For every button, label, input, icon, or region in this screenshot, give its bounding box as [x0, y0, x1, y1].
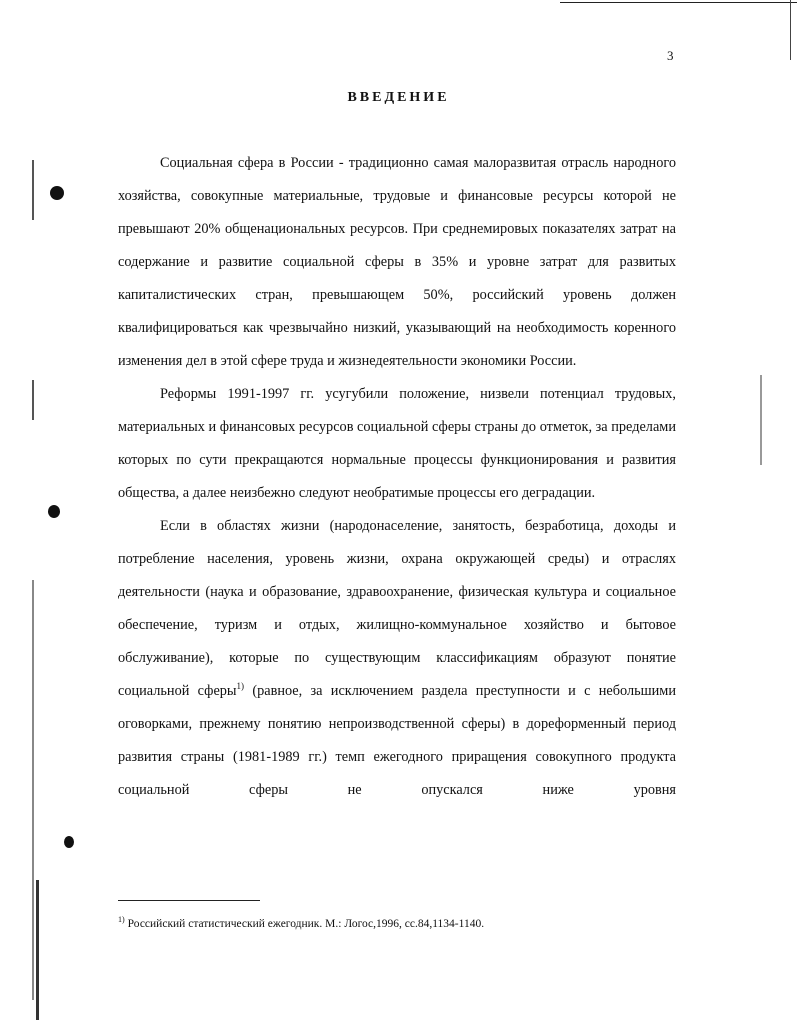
scan-edge-left [32, 580, 34, 1000]
footnote-mark: 1) [118, 915, 125, 925]
scan-edge-top [560, 2, 797, 3]
punch-hole-mark [50, 186, 64, 200]
paragraph-text: (равное, за исключением раздела преступности и с небольшими оговорками, прежнему понятию непроизводственной сферы) в дореформенный период развития страны (1981-1989 гг.) темп ежегодного приращения совокупного продукта социальной сферы не опускался ниже уровня [118, 683, 676, 798]
page-number: 3 [667, 48, 674, 63]
scan-edge-left [32, 380, 34, 420]
scan-edge-top-right [790, 0, 791, 60]
paragraph: Социальная сфера в России - традиционно самая малоразвитая отрасль народного хозяйства, совокупные материальные, трудовые и финансовые ресурсы которой не превышают 20% общенациональных ресурсов. При среднемировых показателях затрат на содержание и развитие социальной сферы в 35% и уровне затрат для развитых капиталистических стран, превышающем 50%, российский уровень должен квалифицироваться как чрезвычайно низкий, указывающий на необходимость коренного изменения дел в этой сфере труда и жизнедеятельности экономики России. [118, 155, 676, 369]
page-title: ВВЕДЕНИЕ [347, 90, 450, 105]
scan-edge-right [760, 375, 762, 465]
footnote-reference[interactable]: 1) [236, 681, 245, 692]
footnote [118, 915, 485, 930]
footnote-divider [118, 900, 260, 901]
paragraph: Реформы 1991-1997 гг. усугубили положение, низвели потенциал трудовых, материальных и финансовых ресурсов социальной сферы страны до отметок, за пределами которых по сути прекращаются нормальные процессы функционирования и развития общества, а далее неизбежно следуют необратимые процессы его деградации. [118, 386, 676, 501]
paragraph-text: Если в областях жизни (народонаселение, занятость, безработица, доходы и потребление населения, уровень жизни, охрана окружающей среды) и отраслях деятельности (наука и образование, здравоохранение, физическая культура и социальное обеспечение, туризм и отдых, жилищно-коммунальное хозяйство и бытовое обслуживание), которые по существующим классификациям образуют понятие социальной сферы [118, 518, 676, 699]
scan-edge-left-dark [36, 880, 39, 1020]
punch-hole-mark [64, 836, 74, 848]
body-text [118, 147, 676, 807]
scan-edge-left [32, 160, 34, 220]
paragraph [118, 510, 676, 807]
punch-hole-mark [48, 505, 60, 518]
footnote-text: Российский статистический ежегодник. М.: Логос,1996, сс.84,1134-1140. [127, 918, 485, 930]
